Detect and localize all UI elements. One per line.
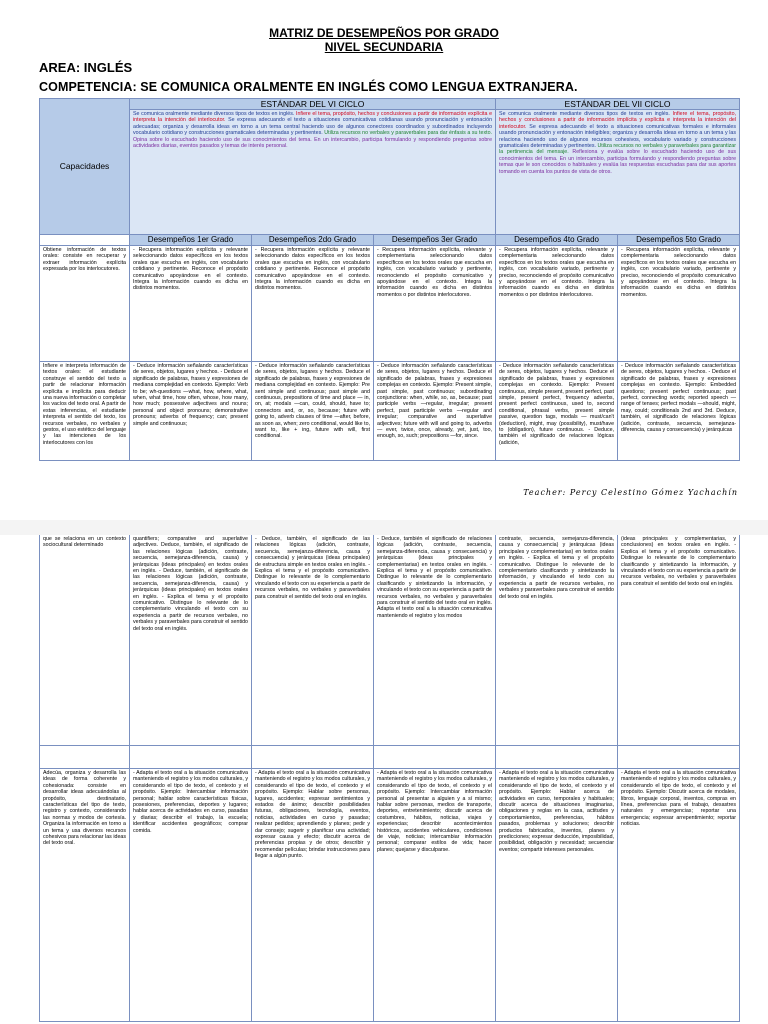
table-row: [40, 246, 740, 362]
blank-cell: [252, 746, 374, 769]
table-row: [40, 535, 740, 746]
document-title: MATRIZ DE DESEMPEÑOS POR GRADO: [269, 26, 499, 40]
desempeno-cell: - Deduce información señalando características de seres, objetos, lugares y hechos. Deduce el significado de palabras, frases y expresiones de mediana complejidad en contexto. Ejemplo: Pre sent simple and continuous; past simple and continuous, prepositions of time and place — in, on, at; modals —can, could, should, have to; connectors and, or, so, because; future with going to, adverb clauses of time —after, before, as soon as, when; zero conditional, would like to, want to, like + ing, future with will, first conditional.: [252, 362, 374, 461]
desempeno-cell: (ideas principales y complementarias, y conclusiones) en textos orales en inglés. - Explica el tema y el propósito comunicativo. Distingue lo relevante de lo complementario clasificando y sintetizando la información, y vinculando el texto con su experiencia a partir de recursos verbales, no verbales y paraverbales para construir el sentido del texto oral en inglés.: [618, 535, 740, 746]
document-subtitle: NIVEL SECUNDARIA: [324, 40, 444, 54]
blank-cell: [618, 746, 740, 769]
desempeno-cell: - Deduce información señalando características de seres, objetos, lugares y hechos. Deduce el significado de palabras, frases y expresiones complejas en contexto. Ejemplo: Present continuous, simple present, present perfect, past simple, present perfect, frequency adverbs, present perfect continuous, used to, second conditional, phrasal verbs, present simple passive, question tags, modals — must/can't (deduction), might, may (possibility), must/have to (obligation), future continuous. - Deduce, también el significado de relaciones lógicas (adición,: [496, 362, 618, 461]
desempeno-cell: - Recupera información explícita y relevante seleccionando datos específicos en los textos orales que escucha en inglés, con vocabulario cotidiano y pertinente. Reconoce el propósito comunicativo apoyándose en el contexto. Integra la información cuando es dicha en distintos momentos.: [130, 246, 252, 362]
matrix-table-page1: [39, 98, 740, 461]
desempeno-cell: - Deduce información señalando características de seres, objetos, lugares y hechos. - Deduce el significado de palabras, frases y expresiones complejas en contexto. Ejemplo: Embedded questions; present perfect continuous; past perfect, connecting words; reported speech — range of tenses; perfect modals —should, might, may, could; conditionals 2nd and 3rd. Deduce, también, el significado de relaciones lógicas (adición, contraste, secuencia, semejanza-diferencia, causa y consecuencia) y jerárquicas: [618, 362, 740, 461]
desempeno-cell: - Adapta el texto oral a la situación comunicativa manteniendo el registro y los modos culturales, y considerando el tipo de texto, el contexto y el propósito. Ejemplo: Hablar acerca de actividades en curso, temporales y habituales; discutir acerca de situaciones imaginarias, obligaciones y reglas en la casa, actitudes y comportamientos, preferencias, hábitos pasados, problemas y soluciones; describir productos fabricados, inventos, planes y predicciones; expresar deducción, imposibilidad, posibilidad, obligación y necesidad; secuenciar eventos; compartir intereses personales.: [496, 769, 618, 1022]
page-2: [0, 535, 768, 1024]
desempeno-cell: quantifiers; comparative and superlative adjectives. Deduce, también, el significado de las relaciones lógicas (adición, contraste, secuencia, semejanza-diferencia, causa) y jerárquicas (ideas principales) en textos orales en inglés. - Deduce, también, el significado de las relaciones lógicas (adición, contraste, secuencia, semejanza-diferencia, causa) y jerárquicas (ideas principales) en textos orales en inglés. - Explica el tema y el propósito comunicativo. Distingue lo relevante de lo complementario vinculando el texto con su experiencia a partir de recursos verbales, no verbales y paraverbales para construir el sentido del texto oral en inglés.: [130, 535, 252, 746]
blank-cell: [374, 746, 496, 769]
grade-header-1: Desempeños 1er Grado: [130, 235, 252, 246]
desempeno-cell: - Deduce, también el significado de relaciones lógicas (adición, contraste, secuencia, semejanza-diferencia, causa y consecuencia) y jerárquicas (ideas principales y complementarias) en textos orales en inglés. - Explica el tema y el propósito comunicativo. Distingue lo relevante de lo complementario clasificando y sintetizando la información, y vinculando el texto con su experiencia a partir de recursos verbales, no verbales y paraverbales para construir el sentido del texto oral en inglés. Adapta el texto oral a la situación comunicativa manteniendo el registro y los modos: [374, 535, 496, 746]
blank-cell: [130, 746, 252, 769]
capacidad-cell: que se relaciona en un contexto sociocultural determinado: [40, 535, 130, 746]
blank-cell: [40, 746, 130, 769]
blank-cell: [496, 746, 618, 769]
capacidades-header: Capacidades: [40, 99, 130, 235]
matrix-table-page2: [39, 535, 740, 1022]
std6-text: Se comunica oralmente mediante diversos tipos de textos en inglés. Infiere el tema, propósito, hechos y conclusiones a partir de información explícita e interpreta la intención del interlocutor. Se expresa adecuando el texto a situaciones comunicativas cotidianas usando pronunciación y entonación adecuadas; organiza y desarrolla ideas en torno a un tema central haciendo uso de algunos conectores coordinados y subordinados incluyendo vocabulario cotidiano y construcciones gramaticales determinadas y pertinentes. Utiliza recursos no verbales y paraverbales para dar énfasis a su texto. Opina sobre lo escuchado haciendo uso de sus conocimientos del tema. En un intercambio, participa formulando y respondiendo preguntas sobre actividades diarias, eventos pasados y temas de interés personal.: [130, 110, 496, 235]
page-separator: [0, 520, 768, 535]
capacidad-cell: Infiere e interpreta información de textos orales: el estudiante construye el sentido del texto a partir de relacionar información explícita e implícita para deducir una nueva información o completar los vacíos del texto oral. A partir de estas inferencias, el estudiante interpreta el sentido del texto, los recursos verbales, no verbales y gestos, el uso estético del lenguaje y las intenciones de los interlocutores con los: [40, 362, 130, 461]
std7-header: ESTÁNDAR DEL VII CICLO: [496, 99, 740, 110]
desempeno-cell: - Deduce información señalando características de seres, objetos, lugares y hechos. Deduce el significado de palabras, frases y expresiones complejas en contexto. Ejemplo: Present simple, past simple, past continuous; subordinating conjunctions: when, while, so, as, because; past participle verbs —regular, irregular; present perfect, past participle verbs —regular and irregular; comparative and superlative adjectives; future with will and going to, adverbs — ever, twice, once, already, yet, just, too, enough, so, such; prepositions —for, since.: [374, 362, 496, 461]
desempeno-cell: contraste, secuencia, semejanza-diferencia, causa y consecuencia) y jerárquicas (ideas principales y complementarias) en textos orales en inglés. - Explica el tema y el propósito comunicativo. Distingue lo relevante de lo complementario clasificando y sintetizando la información, y vinculando el texto con su experiencia a partir de recursos verbales, no verbales y paraverbales para construir el sentido del texto oral en inglés.: [496, 535, 618, 746]
teacher-credit: Teacher: Percy Celestino Gómez Yachachín: [523, 488, 738, 497]
table-row: [40, 746, 740, 769]
grade-header-2: Desempeños 2do Grado: [252, 235, 374, 246]
desempeno-cell: - Recupera información explícita, relevante y complementaria seleccionando datos específicos en los textos orales que escucha en inglés, con vocabulario variado, pertinente y preciso, reconociendo el propósito comunicativo y apoyándose en el contexto. Integra la información cuando es dicha en distintos momentos.: [618, 246, 740, 362]
table-row: [40, 362, 740, 461]
desempeno-cell: - Recupera información explícita, relevante y complementaria seleccionando datos específicos en los textos orales que escucha en inglés, con vocabulario variado, pertinente y preciso, reconociendo el propósito comunicativo y apoyándose en el contexto. Integra la información cuando es dicha en distintos momentos o por distintos interlocutores.: [496, 246, 618, 362]
grade-header-5: Desempeños 5to Grado: [618, 235, 740, 246]
capacidad-cell: Obtiene información de textos orales: consiste en recuperar y extraer información explícita expresada por los interlocutores.: [40, 246, 130, 362]
competencia-heading: COMPETENCIA: SE COMUNICA ORALMENTE EN INGLÉS COMO LENGUA EXTRANJERA.: [39, 80, 578, 94]
desempeno-cell: - Adapta el texto oral a la situación comunicativa manteniendo el registro y los modos culturales, y considerando el tipo de texto, el contexto y el propósito. Ejemplo: Discutir acerca de modales, libros, lenguaje corporal, inventos, compras en línea, preferencias para el trabajo, desastres naturales y emergencias; reportar una emergencia; expresar arrepentimiento; reportar noticias.: [618, 769, 740, 1022]
desempeno-cell: - Recupera información explícita, relevante y complementaria seleccionando datos específicos en los textos orales que escucha en inglés, con vocabulario variado y pertinente, reconociendo el propósito comunicativo y apoyándose en el contexto. Integra la información cuando es dicha en distintos momentos o por distintos interlocutores.: [374, 246, 496, 362]
blank-cell: [40, 235, 130, 246]
grade-header-3: Desempeños 3er Grado: [374, 235, 496, 246]
std7-text: Se comunica oralmente mediante diversos tipos de textos en inglés. Infiere el tema, propósito, hechos y conclusiones a partir de información implícita y explícita e interpreta la intención del interlocutor. Se expresa adecuando el texto a situaciones comunicativas formales e informales usando pronunciación y entonación inteligibles; organiza y desarrolla ideas en torno a un tema y las relaciona haciendo uso de algunos recursos cohesivos, vocabulario variado y construcciones gramaticales determinadas y pertinentes. Utiliza recursos no verbales y paraverbales para garantizar la pertinencia del mensaje. Reflexiona y evalúa sobre lo escuchado haciendo uso de sus conocimientos del tema. En un intercambio, participa formulando y respondiendo preguntas sobre temas que le son conocidos o habituales y evalúa las respuestas escuchadas para dar sus aportes tomando en cuenta los puntos de vista de otros.: [496, 110, 740, 235]
desempeno-cell: - Adapta el texto oral a la situación comunicativa manteniendo el registro y los modos culturales, y considerando el tipo de texto, el contexto y el propósito. Ejemplo: Intercambiar información personal al presentar a alguien y a sí mismo; hablar sobre personas, medios de transporte, deportes, entretenimiento; discutir acerca de costumbres, hábitos, noticias, viajes y experiencias; describir acontecimientos históricos, accidentes vehiculares, condiciones de viaje, noticias; intercambiar información personal; comparar estilos de vida; hacer planes; quejarse y disculparse.: [374, 769, 496, 1022]
desempeno-cell: - Recupera información explícita y relevante seleccionando datos específicos en los textos orales que escucha en inglés, con vocabulario cotidiano y pertinente. Reconoce el propósito comunicativo apoyándose en el contexto. Integra la información cuando es dicha en distintos momentos.: [252, 246, 374, 362]
std6-header: ESTÁNDAR DEL VI CICLO: [130, 99, 496, 110]
desempeno-cell: - Deduce información señalando características de seres, objetos, lugares y hechos. - Deduce el significado de palabras, frases y expresiones de mediana complejidad en contexto. Ejemplo: Verb to be; wh-questions —what, how, where, what, when, what time, how often, whose, how many, how much; possessive adjectives and nouns; personal and object pronouns; demonstrative pronouns; adverbs of frequency; can; present simple and continuous;: [130, 362, 252, 461]
desempeno-cell: - Deduce, también, el significado de las relaciones lógicas (adición, contraste, secuencia, semejanza-diferencia, causa y consecuencia) y jerárquicas (ideas principales) de estructura simple en textos orales en inglés. - Explica el tema y el propósito comunicativo. Distingue lo relevante de lo complementario vinculando el texto con su experiencia a partir de recursos verbales, no verbales y paraverbales para construir el sentido del texto oral en inglés.: [252, 535, 374, 746]
desempeno-cell: - Adapta el texto oral a la situación comunicativa manteniendo el registro y los modos culturales, y considerando el tipo de texto, el contexto y el propósito. Ejemplo: Hablar sobre personas, lugares, accidentes; expresar sentimientos y estados de ánimo; describir posibilidades futuras, obligaciones, tecnología, eventos, noticias, actividades en curso y pasadas; realizar pedidos; aprendiendo y planes; pedir y dar consejo; sugerir y planificar una actividad; expresar causa y efecto; discutir acerca de preferencias propias y de otros; describir y recomendar películas; brindar instrucciones para llegar a algún punto.: [252, 769, 374, 1022]
capacidad-cell: Adecúa, organiza y desarrolla las ideas de forma coherente y cohesionada: consiste en desarrollar ideas adecuándolas al propósito, destinatario, características del tipo de texto, registro y contexto, considerando las normas y modos de cortesía. Organiza la información en torno a un tema y usa diversos recursos cohesivos para relacionar las ideas del texto oral.: [40, 769, 130, 1022]
table-row: [40, 769, 740, 1022]
area-heading: AREA: INGLÉS: [39, 60, 133, 75]
desempeno-cell: - Adapta el texto oral a la situación comunicativa manteniendo el registro y los modos culturales, y considerando el tipo de texto, el contexto y el propósito. Ejemplo: Intercambiar información personal; hablar sobre características físicas, posesiones, preferencias, deportes y lugares; hablar acerca de actividades en curso, pasadas y diarias; describir el trabajo, la escuela; identificar accidentes geográficos; comprar comida.: [130, 769, 252, 1022]
grade-header-4: Desempeños 4to Grado: [496, 235, 618, 246]
